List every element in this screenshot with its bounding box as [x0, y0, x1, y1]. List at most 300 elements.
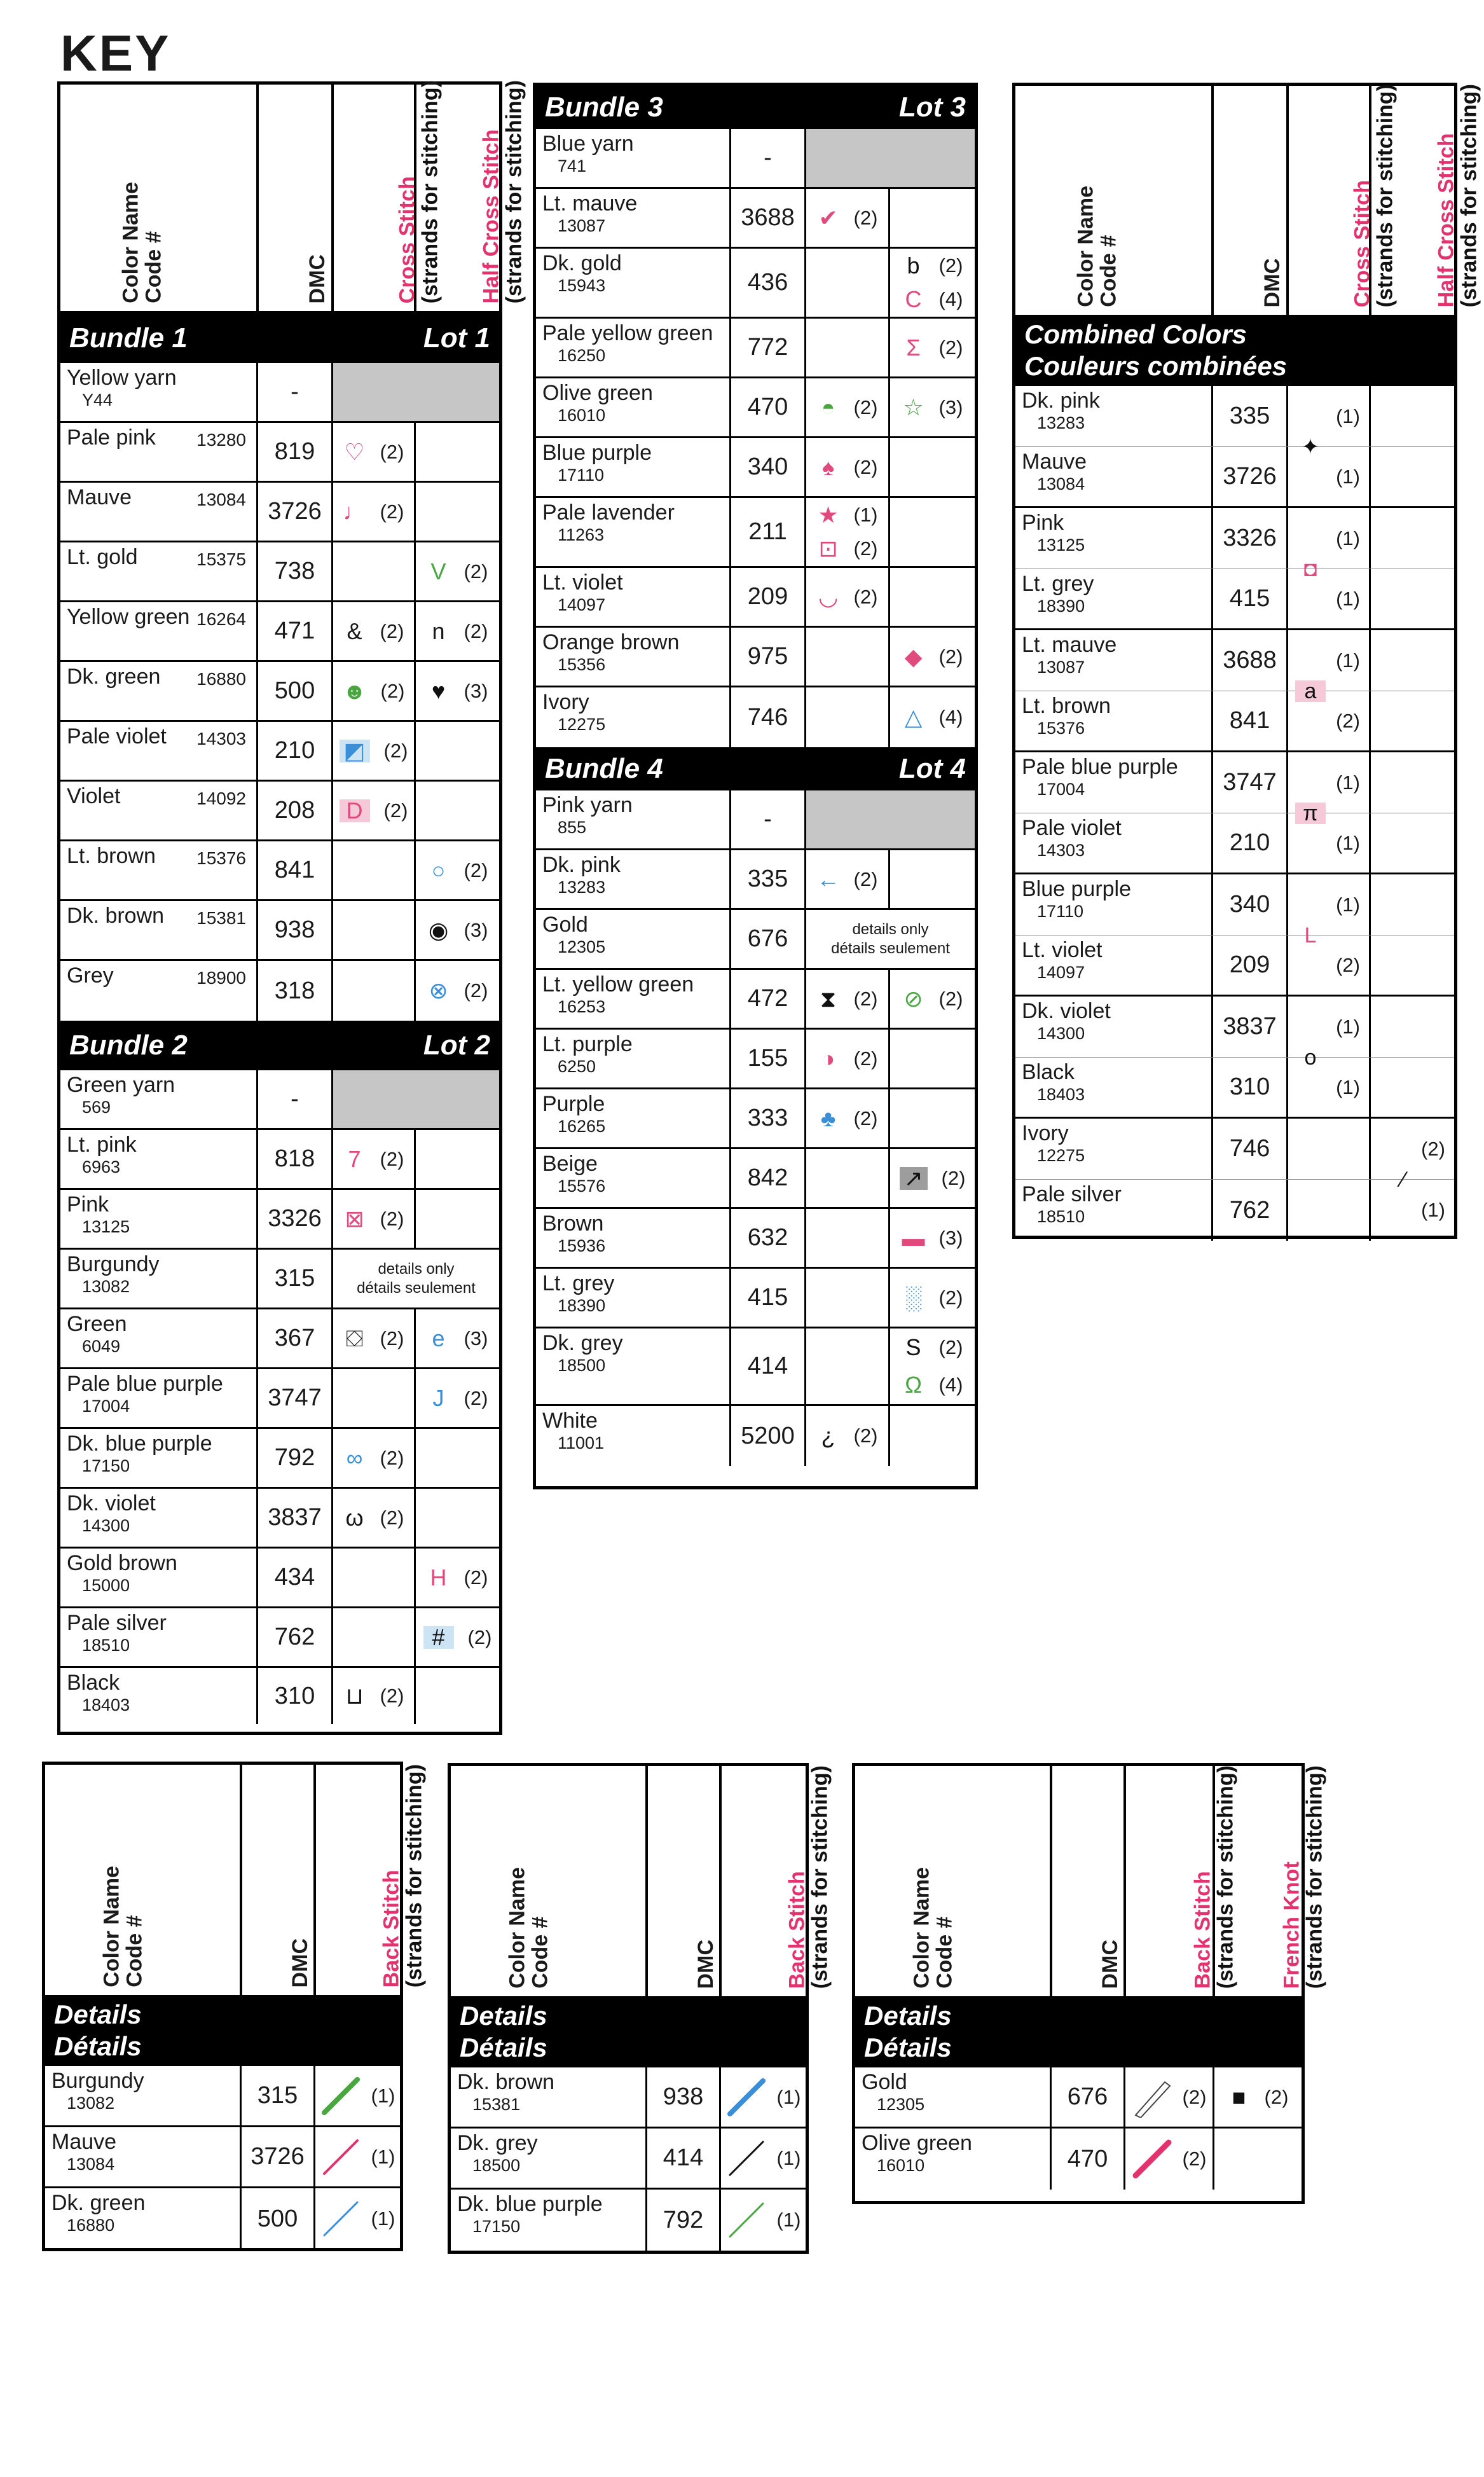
- dmc-cell: [1211, 752, 1286, 813]
- table-row: [60, 961, 499, 1021]
- cross-stitch-cell: [804, 1030, 888, 1087]
- color-code: 15375: [196, 549, 246, 569]
- dmc-number: 434: [274, 1564, 315, 1590]
- dmc-cell: [729, 378, 804, 436]
- dmc-number: 318: [274, 977, 315, 1004]
- color-name: Pink: [67, 1192, 109, 1217]
- back-stitch-line-icon: [1132, 2139, 1172, 2179]
- color-code: 16264: [196, 609, 246, 629]
- table-row: [536, 910, 975, 970]
- color-name-cell: [60, 1608, 256, 1666]
- color-name-cell: [536, 498, 729, 566]
- dmc-cell: [256, 1608, 331, 1666]
- combined-symbol-icon: [1384, 1162, 1422, 1197]
- stitch-symbol-icon: ♠: [821, 453, 835, 480]
- table-row: [536, 970, 975, 1030]
- cross-stitch-cell: [1286, 1119, 1369, 1179]
- dmc-cell: [1211, 508, 1286, 569]
- dmc-cell: [729, 1209, 804, 1267]
- dmc-cell: [645, 2129, 719, 2188]
- table-row: [536, 498, 975, 568]
- back-stitch-line-icon: [726, 2138, 767, 2179]
- half-cross-stitch-cell: [414, 1549, 499, 1606]
- dmc-number: 762: [274, 1624, 315, 1650]
- bundles-1-2-table: [57, 79, 526, 1735]
- strand-count: (2): [853, 867, 878, 890]
- cross-stitch-cell: [804, 1269, 888, 1327]
- color-name: Pale yellow green: [542, 321, 713, 345]
- color-code: 18390: [1037, 596, 1085, 616]
- dmc-number: 746: [747, 703, 788, 731]
- color-name-cell: [536, 189, 729, 247]
- color-name: Dk. green: [67, 665, 161, 689]
- color-name-cell: [60, 1190, 256, 1248]
- header-dmc: DMC: [645, 1766, 719, 1996]
- color-name-cell: [60, 1489, 256, 1547]
- table-row: [1015, 691, 1454, 752]
- half-cross-stitch-cell: [888, 438, 975, 496]
- cross-stitch-cell: [804, 498, 888, 566]
- combined-symbol-icon: [1293, 796, 1328, 831]
- table-row: [60, 662, 499, 722]
- stitch-symbol-icon: V: [430, 558, 446, 584]
- cross-stitch-cell: [331, 483, 414, 541]
- stitch-symbol-icon: ⊔: [345, 1683, 364, 1709]
- color-name: Pale violet: [1022, 816, 1122, 840]
- cross-stitch-cell: [331, 602, 414, 660]
- back-stitch-cell: [719, 2190, 806, 2251]
- strand-count: (4): [938, 1374, 963, 1397]
- strand-count: (2): [380, 619, 404, 642]
- table-row: [60, 1489, 499, 1549]
- strand-count: (2): [853, 455, 878, 478]
- header-color-name: Color Name Code #: [909, 1867, 957, 1989]
- color-name: Blue purple: [1022, 877, 1132, 901]
- dmc-number: 500: [257, 2205, 298, 2232]
- table-row: [60, 1369, 499, 1429]
- strand-count: (3): [938, 1226, 963, 1249]
- color-name: White: [542, 1409, 598, 1433]
- cross-stitch-cell: [331, 542, 414, 600]
- dmc-cell: [256, 1668, 331, 1724]
- table-row: [536, 249, 975, 319]
- strand-count: (2): [938, 645, 963, 668]
- color-code: 855: [558, 817, 587, 837]
- color-name: Lt. purple: [542, 1032, 633, 1056]
- stitch-symbol-icon: ←: [816, 866, 840, 892]
- dmc-cell: [256, 363, 331, 421]
- strand-count: (1): [1336, 771, 1360, 794]
- details-only-text: details only: [378, 1260, 455, 1278]
- strand-count: (1): [1336, 649, 1360, 672]
- color-name-cell: [536, 687, 729, 747]
- dmc-number: -: [291, 1086, 299, 1112]
- color-code: 741: [558, 156, 587, 176]
- color-code: 14303: [196, 729, 246, 749]
- dmc-number: 676: [1067, 2083, 1108, 2110]
- stitch-symbol-icon: ⊗: [429, 977, 448, 1004]
- color-name-cell: [536, 568, 729, 626]
- color-name-cell: [1015, 630, 1211, 691]
- color-name: Pale silver: [1022, 1182, 1122, 1206]
- dmc-cell: [729, 568, 804, 626]
- strand-count: (1): [776, 2209, 801, 2231]
- color-name-cell: [855, 2067, 1050, 2127]
- color-name: Green: [67, 1312, 127, 1336]
- color-name-cell: [1015, 1180, 1211, 1241]
- stitch-symbol-icon: ω: [345, 1504, 364, 1531]
- dmc-cell: [729, 1089, 804, 1147]
- strand-count: (1): [1336, 831, 1360, 854]
- color-name-cell: [451, 2129, 645, 2188]
- dmc-cell: [256, 483, 331, 541]
- dmc-number: 471: [274, 618, 315, 644]
- color-code: 15376: [1037, 718, 1085, 738]
- color-code: 13125: [82, 1217, 130, 1236]
- dmc-cell: [729, 498, 804, 566]
- half-cross-stitch-cell: [1369, 569, 1454, 628]
- table-row: [60, 841, 499, 901]
- table-row: [1015, 935, 1454, 997]
- stitch-symbol-icon: ★: [818, 501, 839, 528]
- color-name-cell: [536, 1406, 729, 1466]
- color-name: Grey: [67, 963, 114, 988]
- color-name: Pale violet: [67, 724, 167, 749]
- dmc-number: 792: [274, 1444, 315, 1471]
- color-name-cell: [536, 1089, 729, 1147]
- strand-count: (2): [941, 1166, 966, 1189]
- strand-count: (2): [853, 987, 878, 1010]
- color-code: 18510: [1037, 1206, 1085, 1226]
- color-code: 13084: [67, 2154, 115, 2174]
- stitch-symbol-icon: ◡: [818, 583, 839, 610]
- dmc-cell: [729, 438, 804, 496]
- strand-count: (3): [464, 1327, 488, 1349]
- combined-symbol-icon: [1293, 551, 1328, 587]
- stitch-symbol-icon: Ω: [905, 1372, 922, 1398]
- dmc-cell: [256, 423, 331, 481]
- color-name: Yellow yarn: [67, 366, 177, 390]
- color-name: Dk. blue purple: [457, 2192, 603, 2216]
- details-seulement-text: détails seulement: [831, 939, 950, 957]
- half-cross-stitch-cell: [888, 687, 975, 747]
- cross-stitch-cell: [804, 189, 888, 247]
- color-code: 14303: [1037, 840, 1085, 860]
- half-cross-stitch-cell: [414, 1309, 499, 1367]
- dmc-number: 3837: [268, 1504, 322, 1531]
- combined-band: Combined Colors Couleurs combinées: [1015, 315, 1454, 386]
- dmc-cell: [729, 1030, 804, 1087]
- color-name: Gold brown: [67, 1551, 177, 1575]
- color-name: Dk. violet: [67, 1491, 156, 1515]
- color-name-cell: [60, 1070, 256, 1128]
- dmc-number: 3726: [1223, 463, 1277, 490]
- half-cross-stitch-cell: [1369, 874, 1454, 935]
- strand-count: (1): [1336, 587, 1360, 610]
- details-only-cell: [804, 910, 975, 968]
- dmc-number: 3726: [268, 498, 322, 525]
- header-half-cross-stitch: Half Cross Stitch (strands for stitching): [414, 85, 499, 311]
- dmc-number: -: [764, 144, 772, 171]
- header-dmc: DMC: [1050, 1766, 1123, 1996]
- table-row: [60, 1070, 499, 1130]
- cross-stitch-cell: [331, 1130, 414, 1188]
- color-name: Dk. brown: [457, 2070, 555, 2094]
- half-cross-stitch-cell: [414, 1668, 499, 1724]
- table-row: [536, 129, 975, 189]
- color-name-cell: [451, 2190, 645, 2251]
- stitch-symbol-icon: Σ: [906, 334, 921, 361]
- table-row: [60, 423, 499, 483]
- header-color-name: Color Name Code #: [118, 182, 166, 303]
- stitch-symbol-icon: ∞: [346, 1444, 363, 1471]
- header-color-name: Color Name Code #: [505, 1867, 553, 1989]
- color-name-cell: [1015, 874, 1211, 935]
- dmc-cell: [256, 602, 331, 660]
- dmc-cell: [1211, 935, 1286, 995]
- back-stitch-cell: [1123, 2067, 1213, 2127]
- color-name: Lt. violet: [542, 570, 623, 595]
- table-row: [60, 483, 499, 542]
- half-cross-stitch-cell: [888, 1030, 975, 1087]
- back-stitch-line-icon: [320, 2076, 361, 2116]
- dmc-number: 470: [747, 394, 788, 420]
- dmc-number: 819: [274, 438, 315, 465]
- stitch-symbol-icon: ⊠: [345, 1205, 364, 1232]
- table-row: [536, 1030, 975, 1089]
- strand-count: (2): [380, 500, 404, 523]
- dmc-number: 3326: [1223, 525, 1277, 551]
- color-name: Lt. violet: [1022, 938, 1103, 962]
- dmc-number: 841: [274, 857, 315, 883]
- half-cross-stitch-cell: [414, 662, 499, 720]
- stitch-symbol-icon: #: [423, 1626, 454, 1649]
- table-row: [1015, 447, 1454, 508]
- table-row: [1015, 386, 1454, 447]
- color-name: Yellow green: [67, 605, 190, 629]
- strand-count: (2): [380, 1506, 404, 1529]
- header-cross-stitch: Cross Stitch (strands for stitching): [1286, 86, 1369, 315]
- dmc-cell: [256, 841, 331, 899]
- color-name-cell: [60, 662, 256, 720]
- cross-stitch-cell: [331, 662, 414, 720]
- color-name-cell: [536, 1149, 729, 1207]
- color-name-cell: [536, 129, 729, 187]
- strand-count: (2): [464, 859, 488, 881]
- table-row: [45, 2127, 400, 2188]
- color-code: 16265: [558, 1116, 606, 1136]
- cross-stitch-cell: [331, 423, 414, 481]
- dmc-cell: [1211, 569, 1286, 628]
- dmc-cell: [256, 901, 331, 959]
- gray-cell: [331, 363, 499, 421]
- color-name-cell: [536, 970, 729, 1028]
- cross-stitch-cell: [331, 1190, 414, 1248]
- stitch-symbol-icon: △: [904, 704, 923, 730]
- strand-count: (4): [938, 706, 963, 728]
- dmc-number: 310: [1229, 1073, 1270, 1100]
- color-name: Pale blue purple: [1022, 755, 1178, 779]
- header-color-name: Color Name Code #: [1073, 186, 1121, 307]
- half-cross-stitch-cell: [888, 319, 975, 376]
- half-cross-stitch-cell: [414, 423, 499, 481]
- strand-count: (2): [1182, 2085, 1207, 2108]
- strand-count: (2): [938, 1335, 963, 1358]
- strand-count: (2): [380, 440, 404, 463]
- stitch-symbol-icon: ♥: [431, 677, 446, 704]
- half-cross-stitch-cell: [414, 782, 499, 839]
- half-cross-stitch-cell: [1369, 691, 1454, 750]
- stitch-symbol-icon: 7: [348, 1145, 361, 1172]
- color-code: 14300: [1037, 1023, 1085, 1043]
- table-row: [60, 722, 499, 782]
- color-code: 11001: [558, 1433, 605, 1452]
- dmc-number: 632: [747, 1224, 788, 1251]
- color-code: 13125: [1037, 535, 1085, 555]
- dmc-number: 3326: [268, 1205, 322, 1232]
- table-row: [1015, 569, 1454, 630]
- color-code: 18500: [558, 1355, 606, 1375]
- dmc-cell: [1050, 2067, 1123, 2127]
- dmc-number: 500: [274, 677, 315, 704]
- strand-count: (4): [938, 288, 963, 311]
- color-name-cell: [60, 1250, 256, 1307]
- color-name: Dk. pink: [1022, 389, 1100, 413]
- dmc-number: 436: [747, 269, 788, 296]
- stitch-symbol-icon: &: [347, 618, 362, 644]
- dmc-number: 208: [274, 797, 315, 824]
- bundle3-band: Bundle 3 Lot 3: [536, 86, 975, 129]
- strand-count: (1): [776, 2085, 801, 2108]
- dmc-number: 335: [747, 866, 788, 892]
- stitch-symbol-icon: ◑: [821, 1045, 835, 1072]
- dmc-number: 340: [747, 453, 788, 480]
- header-french-knot: French Knot (strands for stitching): [1213, 1766, 1302, 1996]
- header-back-stitch: Back Stitch (strands for stitching): [1123, 1766, 1213, 1996]
- details-only-text: details only: [852, 920, 929, 938]
- strand-count: (2): [853, 585, 878, 608]
- dmc-cell: [256, 542, 331, 600]
- half-cross-stitch-cell: [414, 1489, 499, 1547]
- strand-count: (2): [853, 1425, 878, 1447]
- color-name: Lt. yellow green: [542, 972, 694, 997]
- half-cross-stitch-cell: [1369, 813, 1454, 873]
- details-only-cell: [331, 1250, 499, 1307]
- color-name: Orange brown: [542, 630, 680, 654]
- dmc-cell: [256, 1549, 331, 1606]
- cross-stitch-cell: [804, 1149, 888, 1207]
- dmc-number: 333: [747, 1105, 788, 1131]
- color-code: 6250: [558, 1056, 596, 1076]
- strand-count: (1): [1336, 527, 1360, 549]
- dmc-cell: [729, 910, 804, 968]
- strand-count: (2): [464, 619, 488, 642]
- stitch-symbol-icon: ☻: [342, 677, 367, 704]
- color-code: 17004: [1037, 779, 1085, 799]
- bundle2-rows: [60, 1070, 499, 1724]
- color-code: 15576: [558, 1176, 606, 1196]
- table-row: [60, 1549, 499, 1608]
- color-name: Olive green: [542, 381, 653, 405]
- cross-stitch-cell: [331, 722, 414, 780]
- dmc-cell: [1211, 386, 1286, 446]
- dmc-cell: [729, 850, 804, 908]
- color-code: 12275: [1037, 1145, 1085, 1165]
- table-row: [536, 850, 975, 910]
- header-dmc: DMC: [1211, 86, 1286, 315]
- dmc-number: 210: [274, 737, 315, 764]
- strand-count: (1): [1336, 465, 1360, 488]
- strand-count: (1): [1336, 893, 1360, 916]
- color-name-cell: [1015, 386, 1211, 446]
- cross-stitch-cell: [331, 1369, 414, 1427]
- dmc-cell: [1211, 997, 1286, 1057]
- half-cross-stitch-cell: [888, 1209, 975, 1267]
- color-code: 15381: [472, 2094, 521, 2114]
- half-cross-stitch-cell: [888, 1149, 975, 1207]
- strand-count: (2): [380, 1207, 404, 1230]
- color-name-cell: [60, 1549, 256, 1606]
- dmc-cell: [256, 782, 331, 839]
- stitch-symbol-icon: ■: [1232, 2083, 1246, 2110]
- half-cross-stitch-cell: [888, 249, 975, 317]
- color-name-cell: [536, 249, 729, 317]
- dmc-cell: [1211, 630, 1286, 691]
- half-cross-stitch-cell: [1369, 508, 1454, 569]
- details-table-3: [852, 1763, 1327, 2204]
- cross-stitch-cell: [804, 1328, 888, 1404]
- color-name-cell: [60, 1130, 256, 1188]
- combined-symbol: π: [1295, 803, 1326, 824]
- color-code: 18403: [82, 1695, 130, 1715]
- dmc-cell: [256, 1130, 331, 1188]
- dmc-number: 209: [747, 583, 788, 610]
- color-name: Mauve: [67, 485, 132, 509]
- dmc-number: 367: [274, 1325, 315, 1351]
- stitch-symbol-icon: ¿: [821, 1423, 835, 1449]
- combined-symbol: ⁄: [1401, 1168, 1405, 1192]
- stitch-symbol-icon: ▬: [902, 1224, 925, 1251]
- strand-count: (2): [380, 1147, 404, 1170]
- color-name-cell: [451, 2067, 645, 2127]
- cross-stitch-cell: [804, 378, 888, 436]
- half-cross-stitch-cell: [888, 568, 975, 626]
- header-back-stitch: Back Stitch (strands for stitching): [313, 1765, 400, 1995]
- dmc-cell: [1211, 1119, 1286, 1179]
- color-name: Blue yarn: [542, 132, 634, 156]
- dmc-cell: [240, 2127, 313, 2186]
- table-row: [536, 687, 975, 747]
- details2-rows: [451, 2067, 806, 2251]
- color-name-cell: [1015, 1058, 1211, 1117]
- strand-count: (2): [853, 396, 878, 418]
- dmc-cell: [729, 189, 804, 247]
- cross-stitch-cell: [331, 841, 414, 899]
- color-code: 569: [82, 1097, 111, 1117]
- color-code: 17110: [1037, 901, 1084, 921]
- dmc-number: 3688: [741, 204, 795, 231]
- table-row: [1015, 1058, 1454, 1119]
- color-code: 16880: [196, 669, 246, 689]
- color-name-cell: [1015, 935, 1211, 995]
- dmc-cell: [1211, 691, 1286, 750]
- cross-stitch-cell: [804, 970, 888, 1028]
- back-stitch-cell: [719, 2067, 806, 2127]
- bundle3-rows: [536, 129, 975, 747]
- stitch-symbol-icon: ◉: [428, 916, 449, 943]
- strand-count: (2): [383, 739, 408, 762]
- header-back-stitch: Back Stitch (strands for stitching): [719, 1766, 806, 1996]
